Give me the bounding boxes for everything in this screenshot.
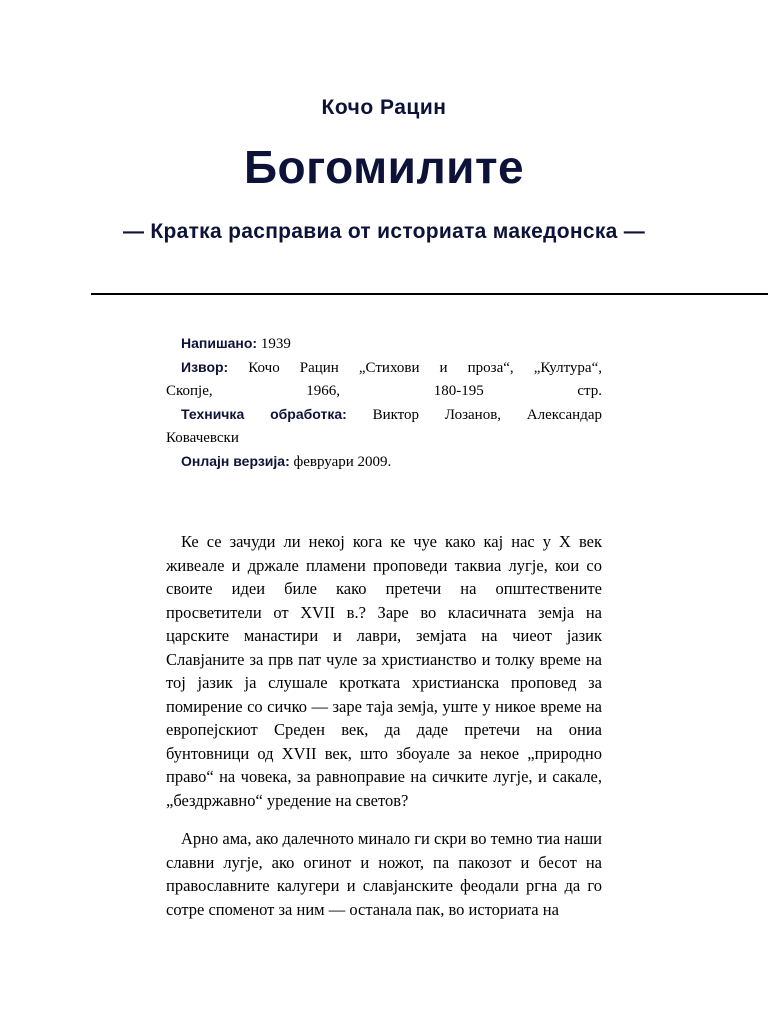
- body-paragraph: Ке се зачуди ли некој кога ке чуе како кај нас у X век живеале и држале пламени проповеди таквиа лугје, кои со своите идеи биле како претечи на општествените просветители от XVII в.? Заре во класичната земја на царските манастири и лаври, земјата на чиеот јазик Славјаните за прв пат чуле за христианство и толку време на тој јазик ја слушале кротката христианска проповед за помирение со сичко — заре таја земја, уште у никое време на европејскиот Среден век, да даде претечи на ониа бунтовници од XVII век, што збоуале за некое „природно право“ на човека, за равноправие на сичките лугје, и сакале, „бездржавно“ уредение на светов?: [166, 532, 602, 810]
- document-title: Богомилите: [243, 141, 525, 193]
- online-label: Онлајн верзија:: [181, 453, 290, 469]
- written-line: [166, 332, 602, 356]
- written-label: Напишано:: [181, 335, 258, 351]
- tech-label: Техничка обработка:: [181, 406, 347, 422]
- source-label: Извор:: [181, 359, 229, 375]
- online-line: [166, 450, 602, 474]
- written-value: 1939: [260, 336, 291, 352]
- document-subtitle: — Кратка расправиа от историата македонска —: [122, 220, 646, 243]
- body-text: [166, 530, 602, 936]
- source-value-1: Кочо Рацин „Стихови и проза“, „Култура“,: [248, 360, 602, 376]
- online-value: февруари 2009.: [293, 454, 392, 470]
- tech-line-2: Ковачевски: [166, 430, 239, 446]
- tech-line-1: [166, 403, 602, 427]
- author-name: Кочо Рацин: [321, 96, 447, 119]
- tech-value-1: Виктор Лозанов, Александар: [372, 407, 602, 423]
- source-line-1: [166, 356, 602, 380]
- source-line-2: Скопје, 1966, 180-195 стр.: [166, 383, 602, 399]
- metadata-block: [166, 332, 602, 474]
- body-paragraph: Арно ама, ако далечното минало ги скри во темно тиа наши славни лугје, ако огинот и ножот, па пакозот и бесот на православните калугери и славјанските феодали ргна да го сотре споменот за ним — останала пак, во историата на: [166, 829, 602, 919]
- horizontal-rule: [91, 293, 768, 295]
